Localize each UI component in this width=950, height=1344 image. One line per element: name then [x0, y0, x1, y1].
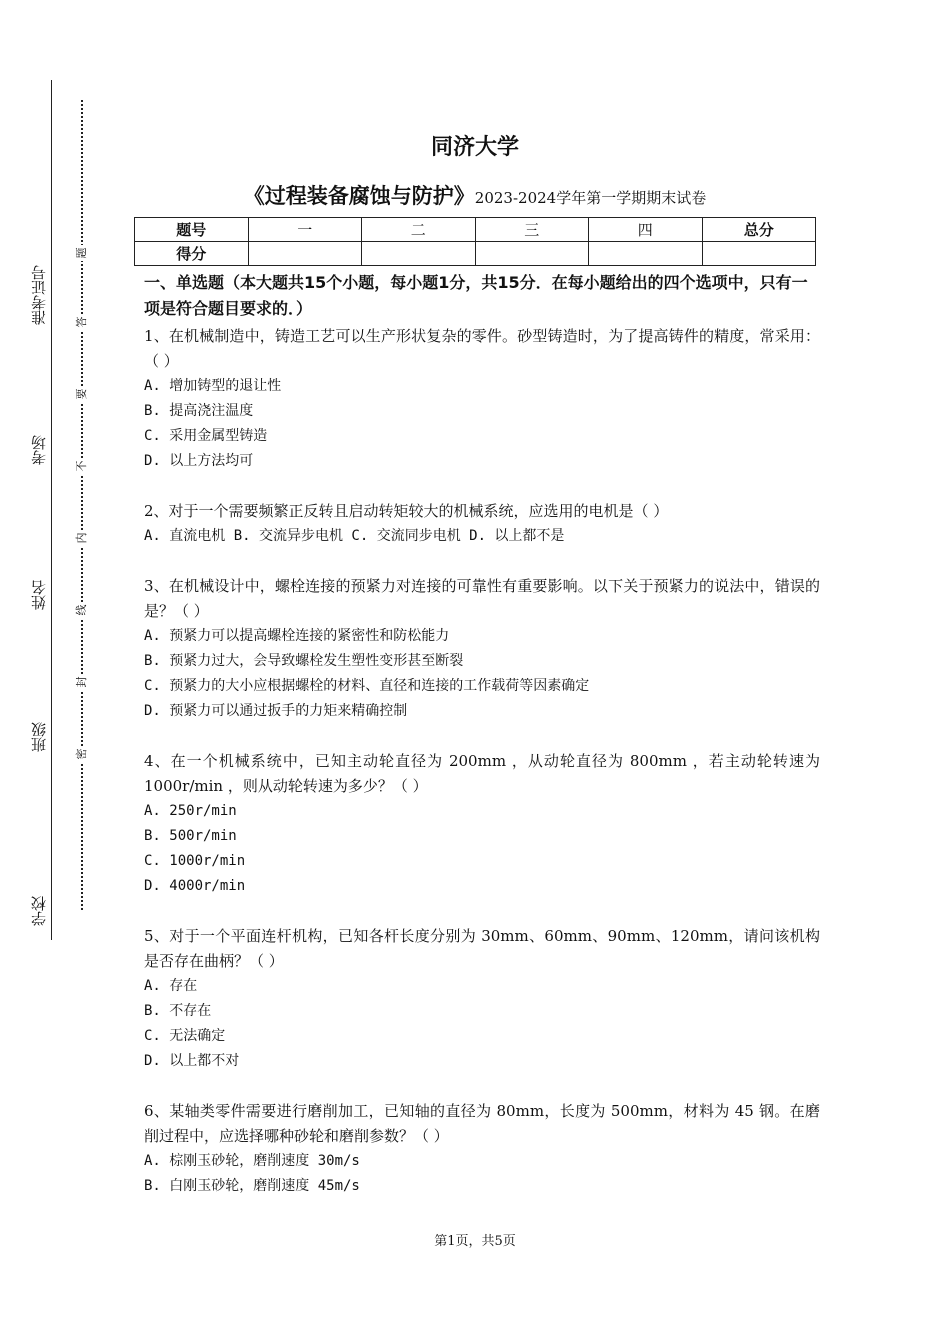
- question-5: [144, 924, 820, 1074]
- label-school: 学校: [30, 896, 48, 926]
- score-cell[interactable]: [248, 242, 362, 266]
- table-cell: 一: [248, 218, 362, 242]
- option-a: A. 存在: [144, 978, 198, 994]
- seal-char: 要: [74, 386, 90, 402]
- option-c: C. 预紧力的大小应根据螺栓的材料、直径和连接的工作载荷等因素确定: [144, 678, 590, 694]
- question-stem: 4、在一个机械系统中，已知主动轮直径为 200mm ，从动轮直径为 800mm ，若主动轮转速为 1000r/min ，则从动轮转速为多少？（ ）: [144, 752, 820, 795]
- score-cell[interactable]: [475, 242, 589, 266]
- question-stem: 6、某轴类零件需要进行磨削加工，已知轴的直径为 80mm，长度为 500mm，材料为 45 钢。在磨削过程中，应选择哪种砂轮和磨削参数？（ ）: [144, 1102, 820, 1145]
- score-cell[interactable]: [589, 242, 703, 266]
- label-name: 姓名: [30, 580, 48, 610]
- question-stem: 1、在机械制造中，铸造工艺可以生产形状复杂的零件。砂型铸造时，为了提高铸件的精度，常采用：（ ）: [144, 327, 820, 370]
- question-3: [144, 574, 820, 724]
- option-c: C. 无法确定: [144, 1028, 226, 1044]
- option-b: B. 预紧力过大，会导致螺栓发生塑性变形甚至断裂: [144, 653, 464, 669]
- question-1: [144, 324, 820, 474]
- option-c: C. 1000r/min: [144, 853, 246, 869]
- table-cell: 总分: [702, 218, 816, 242]
- table-cell: 题号: [135, 218, 249, 242]
- option-d: D. 以上方法均可: [144, 453, 254, 469]
- question-stem: 3、在机械设计中，螺栓连接的预紧力对连接的可靠性有重要影响。以下关于预紧力的说法中，错误的是？（ ）: [144, 577, 820, 620]
- seal-char: 线: [74, 602, 90, 618]
- option-c: C. 采用金属型铸造: [144, 428, 268, 444]
- label-exam-number: 准考证号: [30, 265, 48, 325]
- page-footer: 第1页，共5页: [434, 1234, 516, 1249]
- score-cell[interactable]: [362, 242, 476, 266]
- option-d: D. 预紧力可以通过扳手的力矩来精确控制: [144, 703, 408, 719]
- label-exam-room: 考场: [30, 435, 48, 465]
- option-b: B. 不存在: [144, 1003, 212, 1019]
- option-a: A. 棕刚玉砂轮，磨削速度 30m/s: [144, 1153, 360, 1169]
- option-d: D. 以上都不对: [144, 1053, 240, 1069]
- option-a: A. 250r/min: [144, 803, 237, 819]
- seal-char: 不: [74, 458, 90, 474]
- section-heading: 一、单选题（本大题共15个小题，每小题1分，共15分．在每小题给出的四个选项中，只有一项是符合题目要求的．）: [144, 273, 808, 318]
- table-cell: 得分: [135, 242, 249, 266]
- label-class: 班级: [30, 722, 48, 752]
- table-cell: 三: [475, 218, 589, 242]
- seal-char: 答: [74, 314, 90, 330]
- university-title: 同济大学: [430, 135, 519, 160]
- option-b: B. 白刚玉砂轮，磨削速度 45m/s: [144, 1178, 360, 1194]
- options-inline: A. 直流电机 B. 交流异步电机 C. 交流同步电机 D. 以上都不是: [144, 528, 565, 544]
- exam-title: [0, 180, 950, 210]
- score-table-header-row: [135, 218, 816, 242]
- option-b: B. 提高浇注温度: [144, 403, 254, 419]
- question-stem: 5、对于一个平面连杆机构，已知各杆长度分别为 30mm、60mm、90mm、120mm，请问该机构是否存在曲柄？（ ）: [144, 927, 820, 970]
- seal-char: 题: [74, 245, 90, 261]
- option-d: D. 4000r/min: [144, 878, 246, 894]
- seal-char: 密: [74, 746, 90, 762]
- score-cell[interactable]: [702, 242, 816, 266]
- score-table-score-row: [135, 242, 816, 266]
- option-b: B. 500r/min: [144, 828, 237, 844]
- option-a: A. 预紧力可以提高螺栓连接的紧密性和防松能力: [144, 628, 450, 644]
- question-stem: 2、对于一个需要频繁正反转且启动转矩较大的机械系统，应选用的电机是（ ）: [144, 502, 669, 520]
- score-table: [134, 217, 816, 266]
- seal-char: 内: [74, 530, 90, 546]
- table-cell: 四: [589, 218, 703, 242]
- binding-dotted-line: [81, 100, 83, 910]
- exam-content: [144, 270, 820, 1224]
- question-2: [144, 499, 820, 549]
- seal-char: 封: [74, 674, 90, 690]
- course-title: 《过程装备腐蚀与防护》: [243, 184, 475, 208]
- question-4: [144, 749, 820, 899]
- table-cell: 二: [362, 218, 476, 242]
- question-6: [144, 1099, 820, 1199]
- option-a: A. 增加铸型的退让性: [144, 378, 282, 394]
- exam-term: 2023-2024学年第一学期期末试卷: [474, 189, 707, 207]
